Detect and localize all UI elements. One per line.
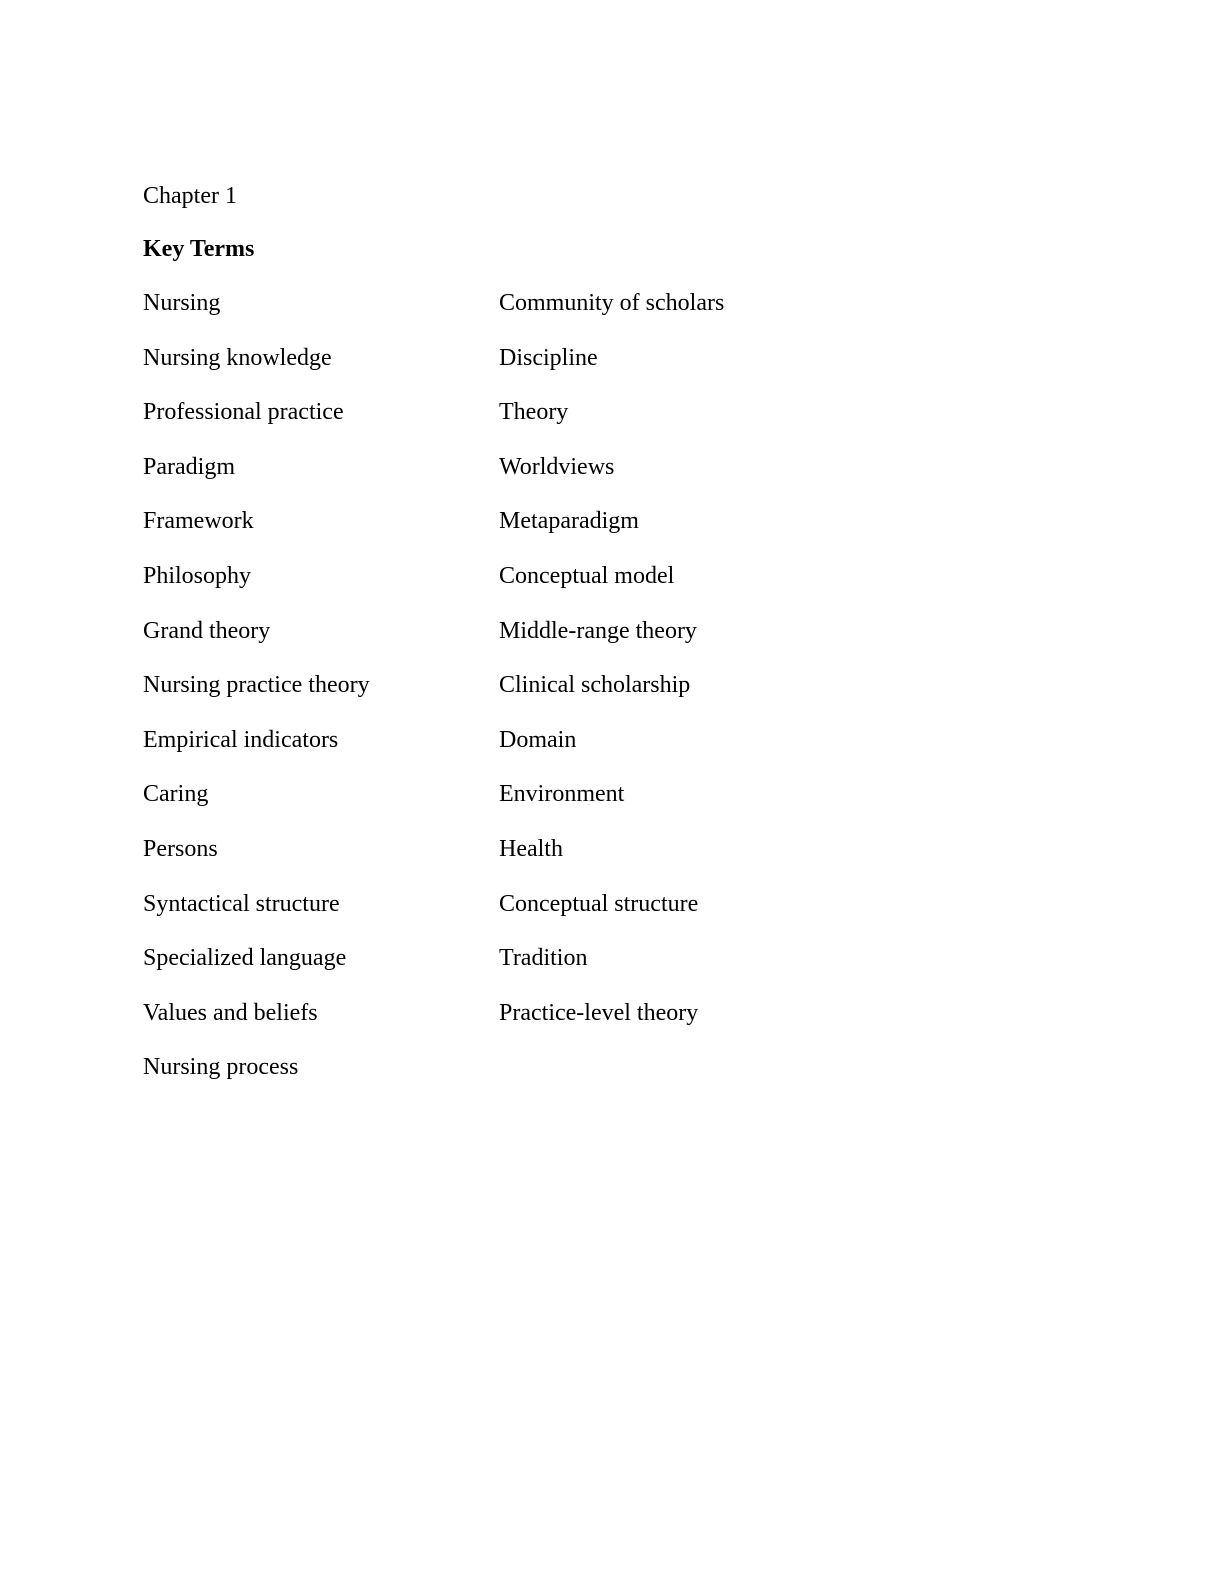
term-row	[143, 397, 903, 452]
term-left: Paradigm	[143, 453, 235, 480]
term-right: Practice-level theory	[499, 999, 699, 1026]
term-right: Health	[499, 835, 563, 862]
term-right: Middle-range theory	[499, 617, 697, 644]
term-row	[143, 670, 903, 725]
term-right: Conceptual model	[499, 562, 675, 589]
term-left: Caring	[143, 781, 209, 808]
term-right: Worldviews	[499, 453, 615, 480]
term-row	[143, 998, 903, 1053]
term-right: Clinical scholarship	[499, 672, 691, 699]
term-row	[143, 616, 903, 671]
term-row	[143, 506, 903, 561]
term-row	[143, 943, 903, 998]
term-left: Nursing practice theory	[143, 672, 370, 699]
term-row	[143, 779, 903, 834]
term-left: Specialized language	[143, 945, 347, 972]
term-row	[143, 561, 903, 616]
term-row	[143, 1052, 903, 1107]
term-left: Nursing process	[143, 1054, 299, 1081]
term-row	[143, 725, 903, 780]
term-left: Persons	[143, 835, 218, 862]
term-right: Community of scholars	[499, 290, 725, 316]
term-left: Values and beliefs	[143, 999, 318, 1026]
term-right: Domain	[499, 726, 577, 753]
term-right: Metaparadigm	[499, 508, 639, 535]
term-left: Philosophy	[143, 562, 252, 589]
term-row	[143, 343, 903, 398]
term-right: Environment	[499, 781, 625, 808]
term-left: Nursing	[143, 290, 221, 316]
term-right: Discipline	[499, 344, 598, 371]
term-left: Framework	[143, 508, 254, 535]
key-terms-list	[143, 288, 903, 1107]
term-row	[143, 452, 903, 507]
term-right: Theory	[499, 399, 569, 426]
key-terms-heading: Key Terms	[143, 236, 255, 262]
term-row	[143, 288, 903, 343]
term-right: Conceptual structure	[499, 890, 699, 917]
term-row	[143, 834, 903, 889]
term-row	[143, 889, 903, 944]
term-left: Empirical indicators	[143, 726, 339, 753]
term-left: Professional practice	[143, 399, 344, 426]
term-left: Syntactical structure	[143, 890, 340, 917]
term-left: Nursing knowledge	[143, 344, 332, 371]
term-left: Grand theory	[143, 617, 271, 644]
chapter-label: Chapter 1	[143, 183, 237, 209]
term-right: Tradition	[499, 945, 588, 972]
